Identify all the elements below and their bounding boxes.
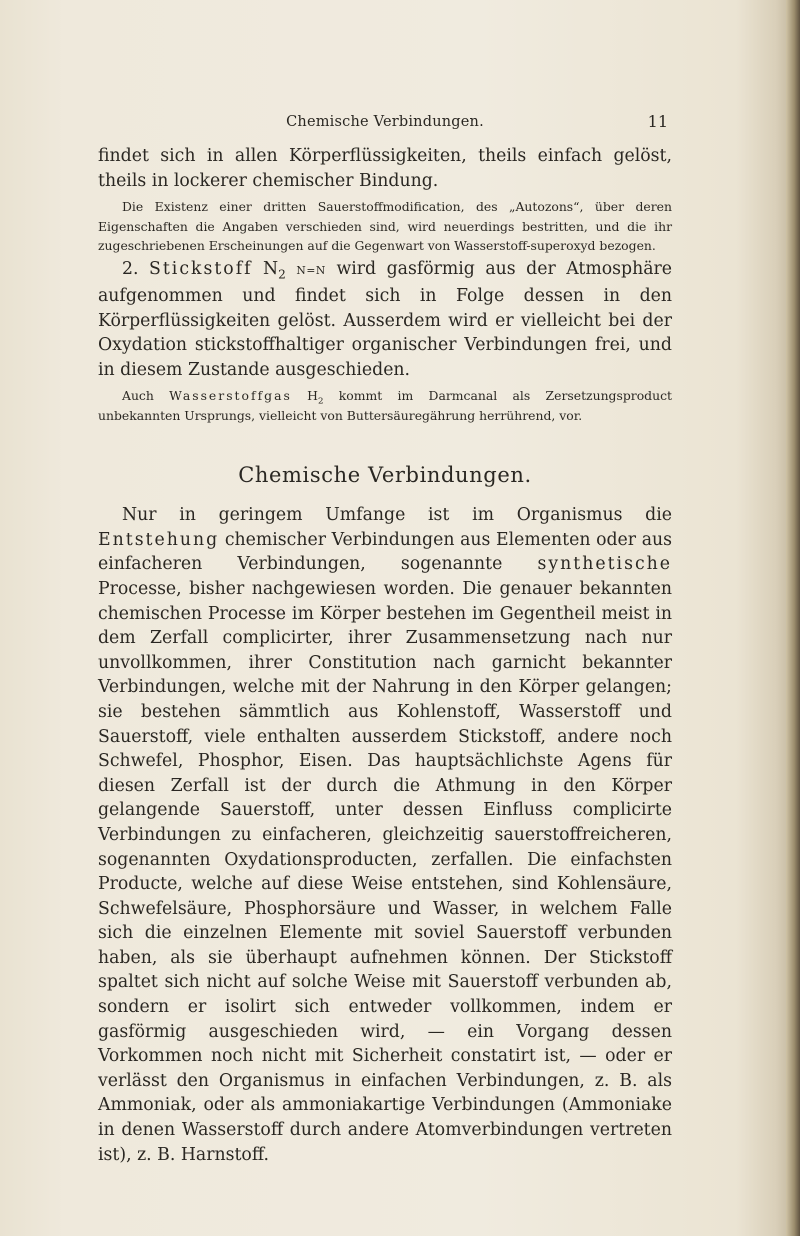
main-paragraph: Nur in geringem Umfange ist im Organismus die Entstehung chemischer Verbindungen aus Elementen oder aus einfacheren Verbindungen, sogenannte synthetische Processe, bisher nachgewiesen worden. Die genauer bekannten chemischen Processe im Körper bestehen im Gegentheil meist in dem Zerfall complicirter, ihrer Zusammensetzung nach nur unvollkommen, ihrer Constitution nach garnicht bekannter Verbindungen, welche mit der Nahrung in den Körper gelangen; sie bestehen sämmtlich aus Kohlenstoff, Wasserstoff und Sauerstoff, viele enthalten ausserdem Stickstoff, andere noch Schwefel, Phosphor, Eisen. Das hauptsächlichste Agens für diesen Zerfall ist der durch die Athmung in den Körper gelangende Sauerstoff, unter dessen Einfluss complicirte Verbindungen zu einfacheren, gleichzeitig sauerstoffreicheren, sogenannten Oxydationsproducten, zerfallen. Die einfachsten Producte, welche auf diese Weise entstehen, sind Kohlensäure, Schwefelsäure, Phosphorsäure und Wasser, in welchem Falle sich die einzelnen Elemente mit soviel Sauerstoff verbunden haben, als sie überhaupt aufnehmen können. Der Stickstoff spaltet sich nicht auf solche Weise mit Sauerstoff verbunden ab, sondern er isolirt sich entweder vollkommen, indem er gasförmig ausgeschieden wird, — ein Vorgang dessen Vorkommen noch nicht mit Sicherheit constatirt ist, — oder er verlässt den Organismus in einfachen Verbindungen, z. B. als Ammoniak, oder als ammoniakartige Verbindungen (Ammoniake in denen Wasserstoff durch andere Atomverbindungen vertreten ist), z. B. Harnstoff. (98, 505, 672, 1165)
note-autozon: Die Existenz einer dritten Sauerstoffmodification, des „Autozons“, über deren Eigenschaften die Angaben verschieden sind, wird neuerdings bestritten, und die ihr zugeschriebenen Erscheinungen auf die Gegenwart von Wasserstoff-superoxyd bezogen. (98, 199, 672, 253)
paragraph-continuation: findet sich in allen Körperflüssigkeiten, theils einfach gelöst, theils in lockerer chemischer Bindung. (98, 146, 672, 191)
running-title: Chemische Verbindungen. (286, 114, 484, 130)
formula-h2: $H_2$ (307, 388, 324, 407)
note-wasserstoff: Auch Wasserstoffgas $H_2$ kommt im Darmcanal als Zersetzungsproduct unbekannten Ursprungs, vielleicht von Buttersäuregährung herrührend, vor. (98, 388, 672, 423)
item-stickstoff (98, 257, 672, 382)
running-head (98, 112, 672, 134)
emphasis-synthetische: synthetische (537, 554, 672, 575)
note-term: Wasserstoffgas (169, 388, 292, 404)
structure-formula: N=N (296, 264, 326, 278)
page-edge (786, 0, 800, 1236)
item-term: Stickstoff (149, 259, 253, 280)
page-number: 11 (647, 112, 668, 131)
emphasis-entstehung: Entstehung (98, 529, 220, 550)
item-text: wird gasförmig aus der Atmosphäre aufgenommen und findet sich in Folge dessen in den Körperflüssigkeiten gelöst. Ausserdem wird er vielleicht bei der Oxydation stickstoffhaltiger organischer Verbindungen frei, und in diesem Zustande ausgeschieden. (98, 259, 672, 380)
note-text: kommt im Darmcanal als Zersetzungsproduct unbekannten Ursprungs, vielleicht von Buttersäuregährung herrührend, vor. (98, 388, 672, 423)
item-number: 2. (122, 259, 139, 280)
section-heading: Chemische Verbindungen. (238, 463, 532, 488)
formula-n2: $N_2$ (263, 259, 286, 282)
page-content (98, 144, 672, 1167)
